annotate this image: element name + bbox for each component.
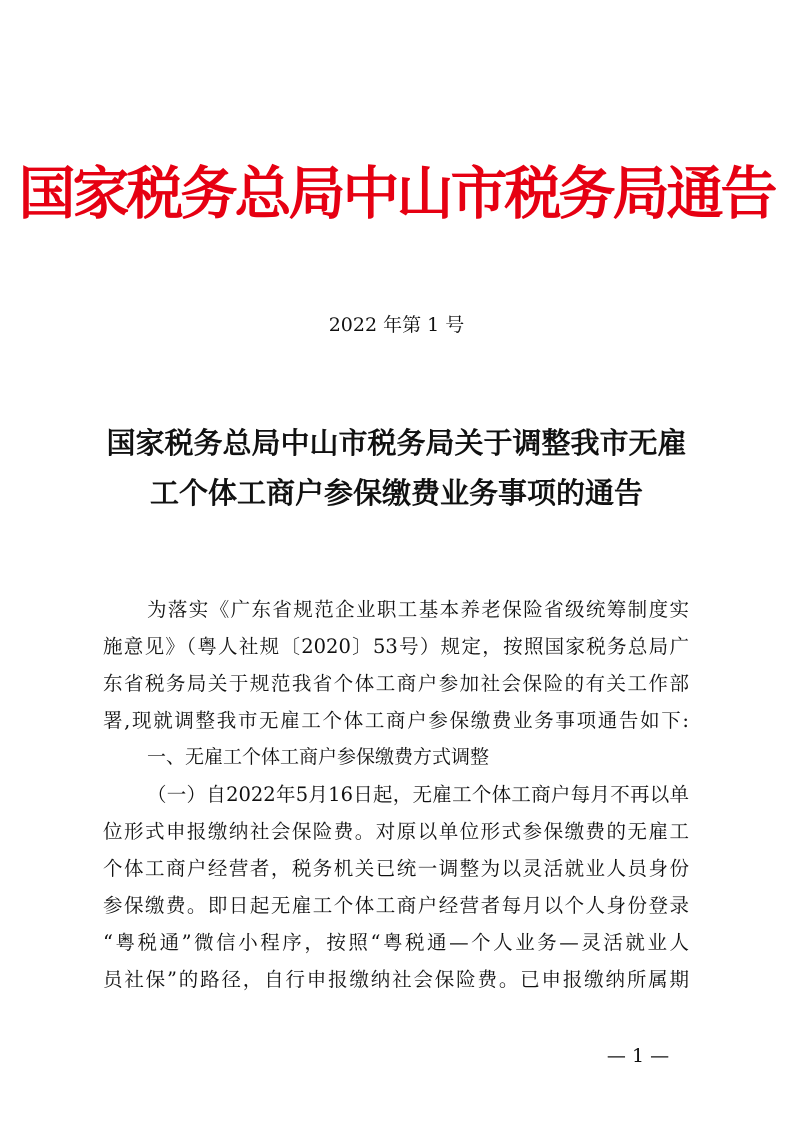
section-one xyxy=(103,739,689,998)
intro-line: 施意见》（粤人社规〔2020〕53号）规定，按照国家税务总局广 xyxy=(103,635,689,658)
document-title-line-1: 国家税务总局中山市税务局关于调整我市无雇 xyxy=(106,426,687,460)
intro-line: 东省税务局关于规范我省个体工商户参加社会保险的有关工作部 xyxy=(103,672,689,695)
section-one-line: “粤税通”微信小程序，按照“粤税通—个人业务—灵活就业人 xyxy=(103,931,689,954)
document-number: 2022 年第 1 号 xyxy=(328,314,465,336)
issuer-masthead: 国家税务总局中山市税务局通告 xyxy=(18,160,775,227)
section-one-line: （一）自2022年5月16日起，无雇工个体工商户每月不再以单 xyxy=(147,783,689,806)
section-one-line: 个体工商户经营者，税务机关已统一调整为以灵活就业人员身份 xyxy=(103,857,689,880)
document-title-line-2: 工个体工商户参保缴费业务事项的通告 xyxy=(149,476,643,510)
section-one-heading: 一、无雇工个体工商户参保缴费方式调整 xyxy=(147,746,490,768)
page-number: — 1 — xyxy=(606,1045,670,1067)
section-one-line: 员社保”的路径，自行申报缴纳社会保险费。已申报缴纳所属期 xyxy=(103,968,689,991)
section-one-line: 参保缴费。即日起无雇工个体工商户经营者每月以个人身份登录 xyxy=(103,894,689,917)
intro-line: 为落实《广东省规范企业职工基本养老保险省级统筹制度实 xyxy=(147,598,689,621)
section-one-line: 位形式申报缴纳社会保险费。对原以单位形式参保缴费的无雇工 xyxy=(103,820,689,843)
intro-line: 署,现就调整我市无雇工个体工商户参保缴费业务事项通告如下: xyxy=(103,709,689,732)
document-title xyxy=(80,418,713,518)
intro-paragraph xyxy=(103,591,689,739)
